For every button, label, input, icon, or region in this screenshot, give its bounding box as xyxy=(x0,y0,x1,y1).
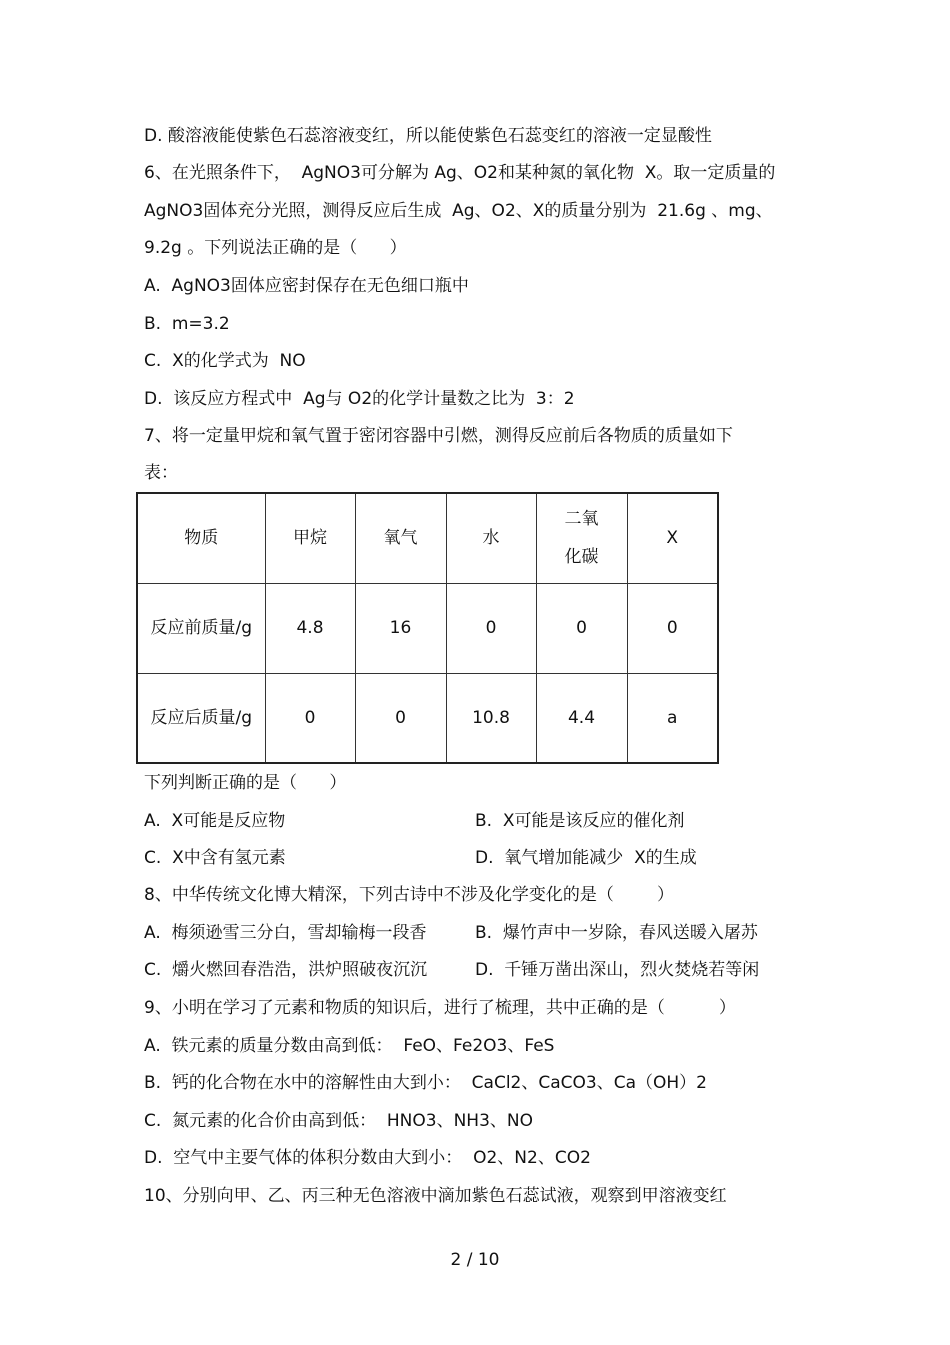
q8-stem: 8、中华传统文化博大精深，下列古诗中不涉及化学变化的是（ ） xyxy=(144,885,675,905)
q6-option-c: C. X的化学式为 NO xyxy=(144,351,306,371)
table-cell: 0 xyxy=(446,583,536,673)
row-label-after: 反应后质量/g xyxy=(137,673,265,763)
page-number: 2 / 10 xyxy=(450,1250,500,1270)
q5-option-d: D. 酸溶液能使紫色石蕊溶液变红，所以能使紫色石蕊变红的溶液一定显酸性 xyxy=(144,126,712,146)
q6-option-b: B. m=3.2 xyxy=(144,314,230,334)
q9-option-a: A. 铁元素的质量分数由高到低： FeO、Fe2O3、FeS xyxy=(144,1036,555,1056)
header-cell-methane: 甲烷 xyxy=(265,493,355,583)
q7-prompt: 下列判断正确的是（ ） xyxy=(144,773,347,793)
header-cell-x: X xyxy=(627,493,718,583)
q9-option-c: C. 氮元素的化合价由高到低： HNO3、NH3、NO xyxy=(144,1111,533,1131)
q8-option-c: C. 爝火燃回春浩浩，洪炉照破夜沉沉 xyxy=(144,960,428,980)
q8-option-b: B. 爆竹声中一岁除，春风送暖入屠苏 xyxy=(475,923,758,943)
table-cell: 0 xyxy=(536,583,627,673)
q10-stem: 10、分别向甲、乙、丙三种无色溶液中滴加紫色石蕊试液，观察到甲溶液变红 xyxy=(144,1186,727,1206)
table-cell: 4.8 xyxy=(265,583,355,673)
table-row xyxy=(137,583,718,673)
table-cell: 10.8 xyxy=(446,673,536,763)
q7-stem-line1: 7、将一定量甲烷和氧气置于密闭容器中引燃，测得反应前后各物质的质量如下 xyxy=(144,426,733,446)
q7-stem-line2: 表： xyxy=(144,463,178,483)
q6-option-a: A. AgNO3固体应密封保存在无色细口瓶中 xyxy=(144,276,469,296)
q7-option-a: A. X可能是反应物 xyxy=(144,811,286,831)
table-cell: 0 xyxy=(265,673,355,763)
table-cell: 4.4 xyxy=(536,673,627,763)
table-cell: 0 xyxy=(627,583,718,673)
q7-option-c: C. X中含有氢元素 xyxy=(144,848,286,868)
header-cell-oxygen: 氧气 xyxy=(355,493,446,583)
header-cell-co2: 二氧化碳 xyxy=(536,493,627,583)
table-cell: 0 xyxy=(355,673,446,763)
q6-stem-line1: 6、在光照条件下， AgNO3可分解为 Ag、O2和某种氮的氧化物 X。取一定质量的 xyxy=(144,163,776,183)
table-cell: a xyxy=(627,673,718,763)
q9-stem: 9、小明在学习了元素和物质的知识后，进行了梳理，共中正确的是（ ） xyxy=(144,998,736,1018)
q9-option-b: B. 钙的化合物在水中的溶解性由大到小： CaCl2、CaCO3、Ca（OH）2 xyxy=(144,1073,707,1093)
mass-table xyxy=(136,492,719,764)
q6-option-d: D. 该反应方程式中 Ag与 O2的化学计量数之比为 3：2 xyxy=(144,389,575,409)
table-row xyxy=(137,673,718,763)
row-label-before: 反应前质量/g xyxy=(137,583,265,673)
table-cell: 16 xyxy=(355,583,446,673)
q6-stem-line2: AgNO3固体充分光照，测得反应后生成 Ag、O2、X的质量分别为 21.6g 、mg、 xyxy=(144,201,773,221)
q7-option-b: B. X可能是该反应的催化剂 xyxy=(475,811,685,831)
header-cell-substance: 物质 xyxy=(137,493,265,583)
q9-option-d: D. 空气中主要气体的体积分数由大到小： O2、N2、CO2 xyxy=(144,1148,591,1168)
q8-option-a: A. 梅须逊雪三分白，雪却输梅一段香 xyxy=(144,923,427,943)
table-header-row xyxy=(137,493,718,583)
header-cell-water: 水 xyxy=(446,493,536,583)
q8-option-d: D. 千锤万凿出深山，烈火焚烧若等闲 xyxy=(475,960,760,980)
q6-stem-line3: 9.2g 。下列说法正确的是（ ） xyxy=(144,238,407,258)
q7-option-d: D. 氧气增加能减少 X的生成 xyxy=(475,848,697,868)
